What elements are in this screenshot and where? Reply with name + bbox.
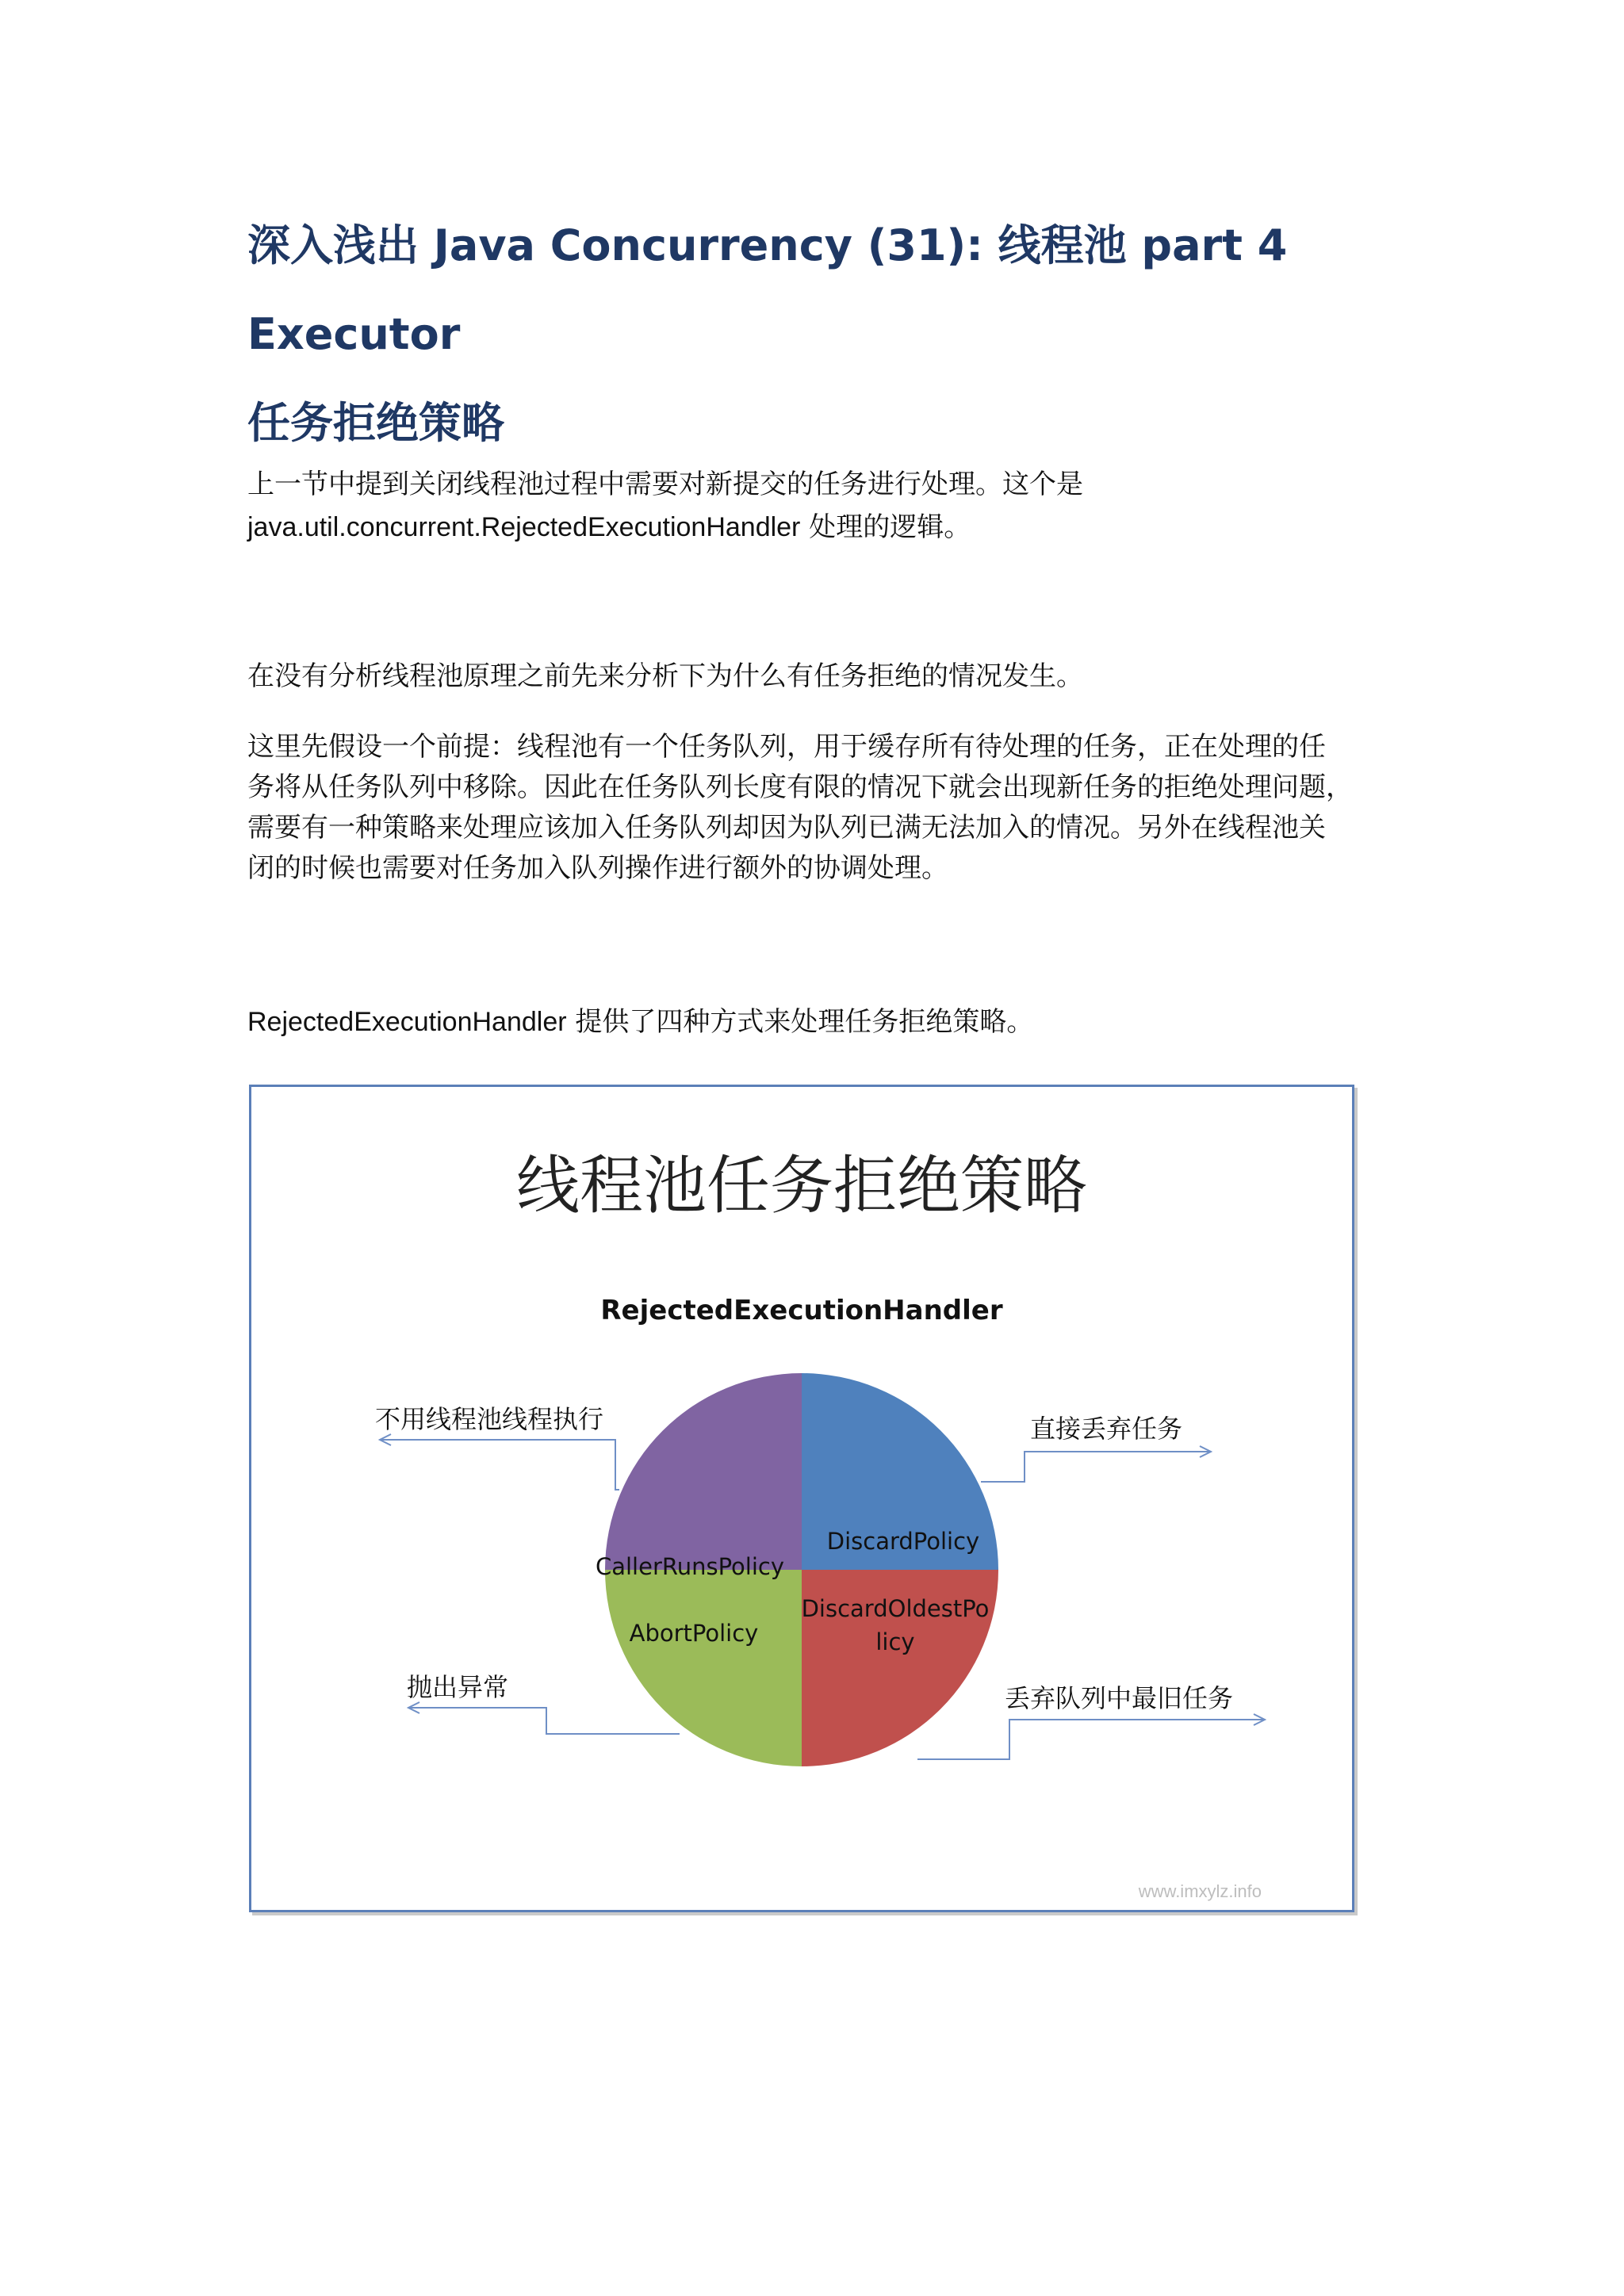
- strategies-rest: 提供了四种方式来处理任务拒绝策略。: [566, 1006, 1034, 1038]
- paragraph-intro: [247, 463, 1397, 549]
- page-title: [247, 201, 1405, 468]
- callout-line-discard-oldest: [917, 1720, 1265, 1759]
- premise-line-1: 这里先假设一个前提：线程池有一个任务队列，用于缓存所有待处理的任务，正在处理的任: [247, 731, 1326, 763]
- paragraph-premise: [247, 727, 1397, 889]
- callout-abort: 抛出异常: [407, 1672, 509, 1702]
- premise-line-3: 需要有一种策略来处理应该加入任务队列却因为队列已满无法加入的情况。另外在线程池关: [247, 812, 1326, 844]
- callout-line-discard: [981, 1452, 1211, 1482]
- callout-line-abort: [408, 1708, 680, 1734]
- chart-title: RejectedExecutionHandler: [600, 1295, 1003, 1326]
- callout-line-caller-runs: [380, 1440, 619, 1490]
- intro-line-1: 上一节中提到关闭线程池过程中需要对新提交的任务进行处理。这个是: [247, 469, 1083, 500]
- title-line-1: 深入浅出 Java Concurrency (31): 线程池 part 4 Executor: [247, 220, 1288, 359]
- handler-class-name: java.util.concurrent.RejectedExecutionHandler: [247, 512, 801, 542]
- pie: [596, 1373, 998, 1766]
- slice-label-caller-runs: CallerRunsPolicy: [595, 1553, 785, 1580]
- paragraph-strategies: [247, 1001, 1397, 1043]
- slice-label-discard-oldest-2: licy: [875, 1628, 915, 1655]
- callout-discard-oldest: 丢弃队列中最旧任务: [1005, 1683, 1234, 1713]
- slice-label-abort: AbortPolicy: [629, 1620, 759, 1647]
- pie-slice-abort: [605, 1570, 802, 1766]
- title-line-2: 任务拒绝策略: [247, 398, 504, 448]
- intro-line-2-rest: 处理的逻辑。: [800, 511, 971, 543]
- rejection-policy-figure: [249, 1085, 1354, 1912]
- callout-discard: 直接丢弃任务: [1030, 1414, 1183, 1444]
- handler-name: RejectedExecutionHandler: [247, 1007, 567, 1037]
- figure-heading: 线程池任务拒绝策略: [516, 1149, 1087, 1223]
- slice-label-discard: DiscardPolicy: [826, 1528, 980, 1555]
- pie-chart-svg: [251, 1087, 1352, 1910]
- callout-caller-runs: 不用线程池线程执行: [375, 1404, 604, 1434]
- premise-line-2: 务将从任务队列中移除。因此在任务队列长度有限的情况下就会出现新任务的拒绝处理问题，: [247, 771, 1353, 803]
- slice-label-discard-oldest-1: DiscardOldestPo: [801, 1595, 990, 1622]
- paragraph-question: 在没有分析线程池原理之前先来分析下为什么有任务拒绝的情况发生。: [247, 660, 1083, 692]
- pie-slice-caller-runs: [605, 1373, 802, 1570]
- watermark: www.imxylz.info: [1138, 1881, 1262, 1901]
- premise-line-4: 闭的时候也需要对任务加入队列操作进行额外的协调处理。: [247, 852, 948, 884]
- intro-line-2: [247, 506, 1397, 549]
